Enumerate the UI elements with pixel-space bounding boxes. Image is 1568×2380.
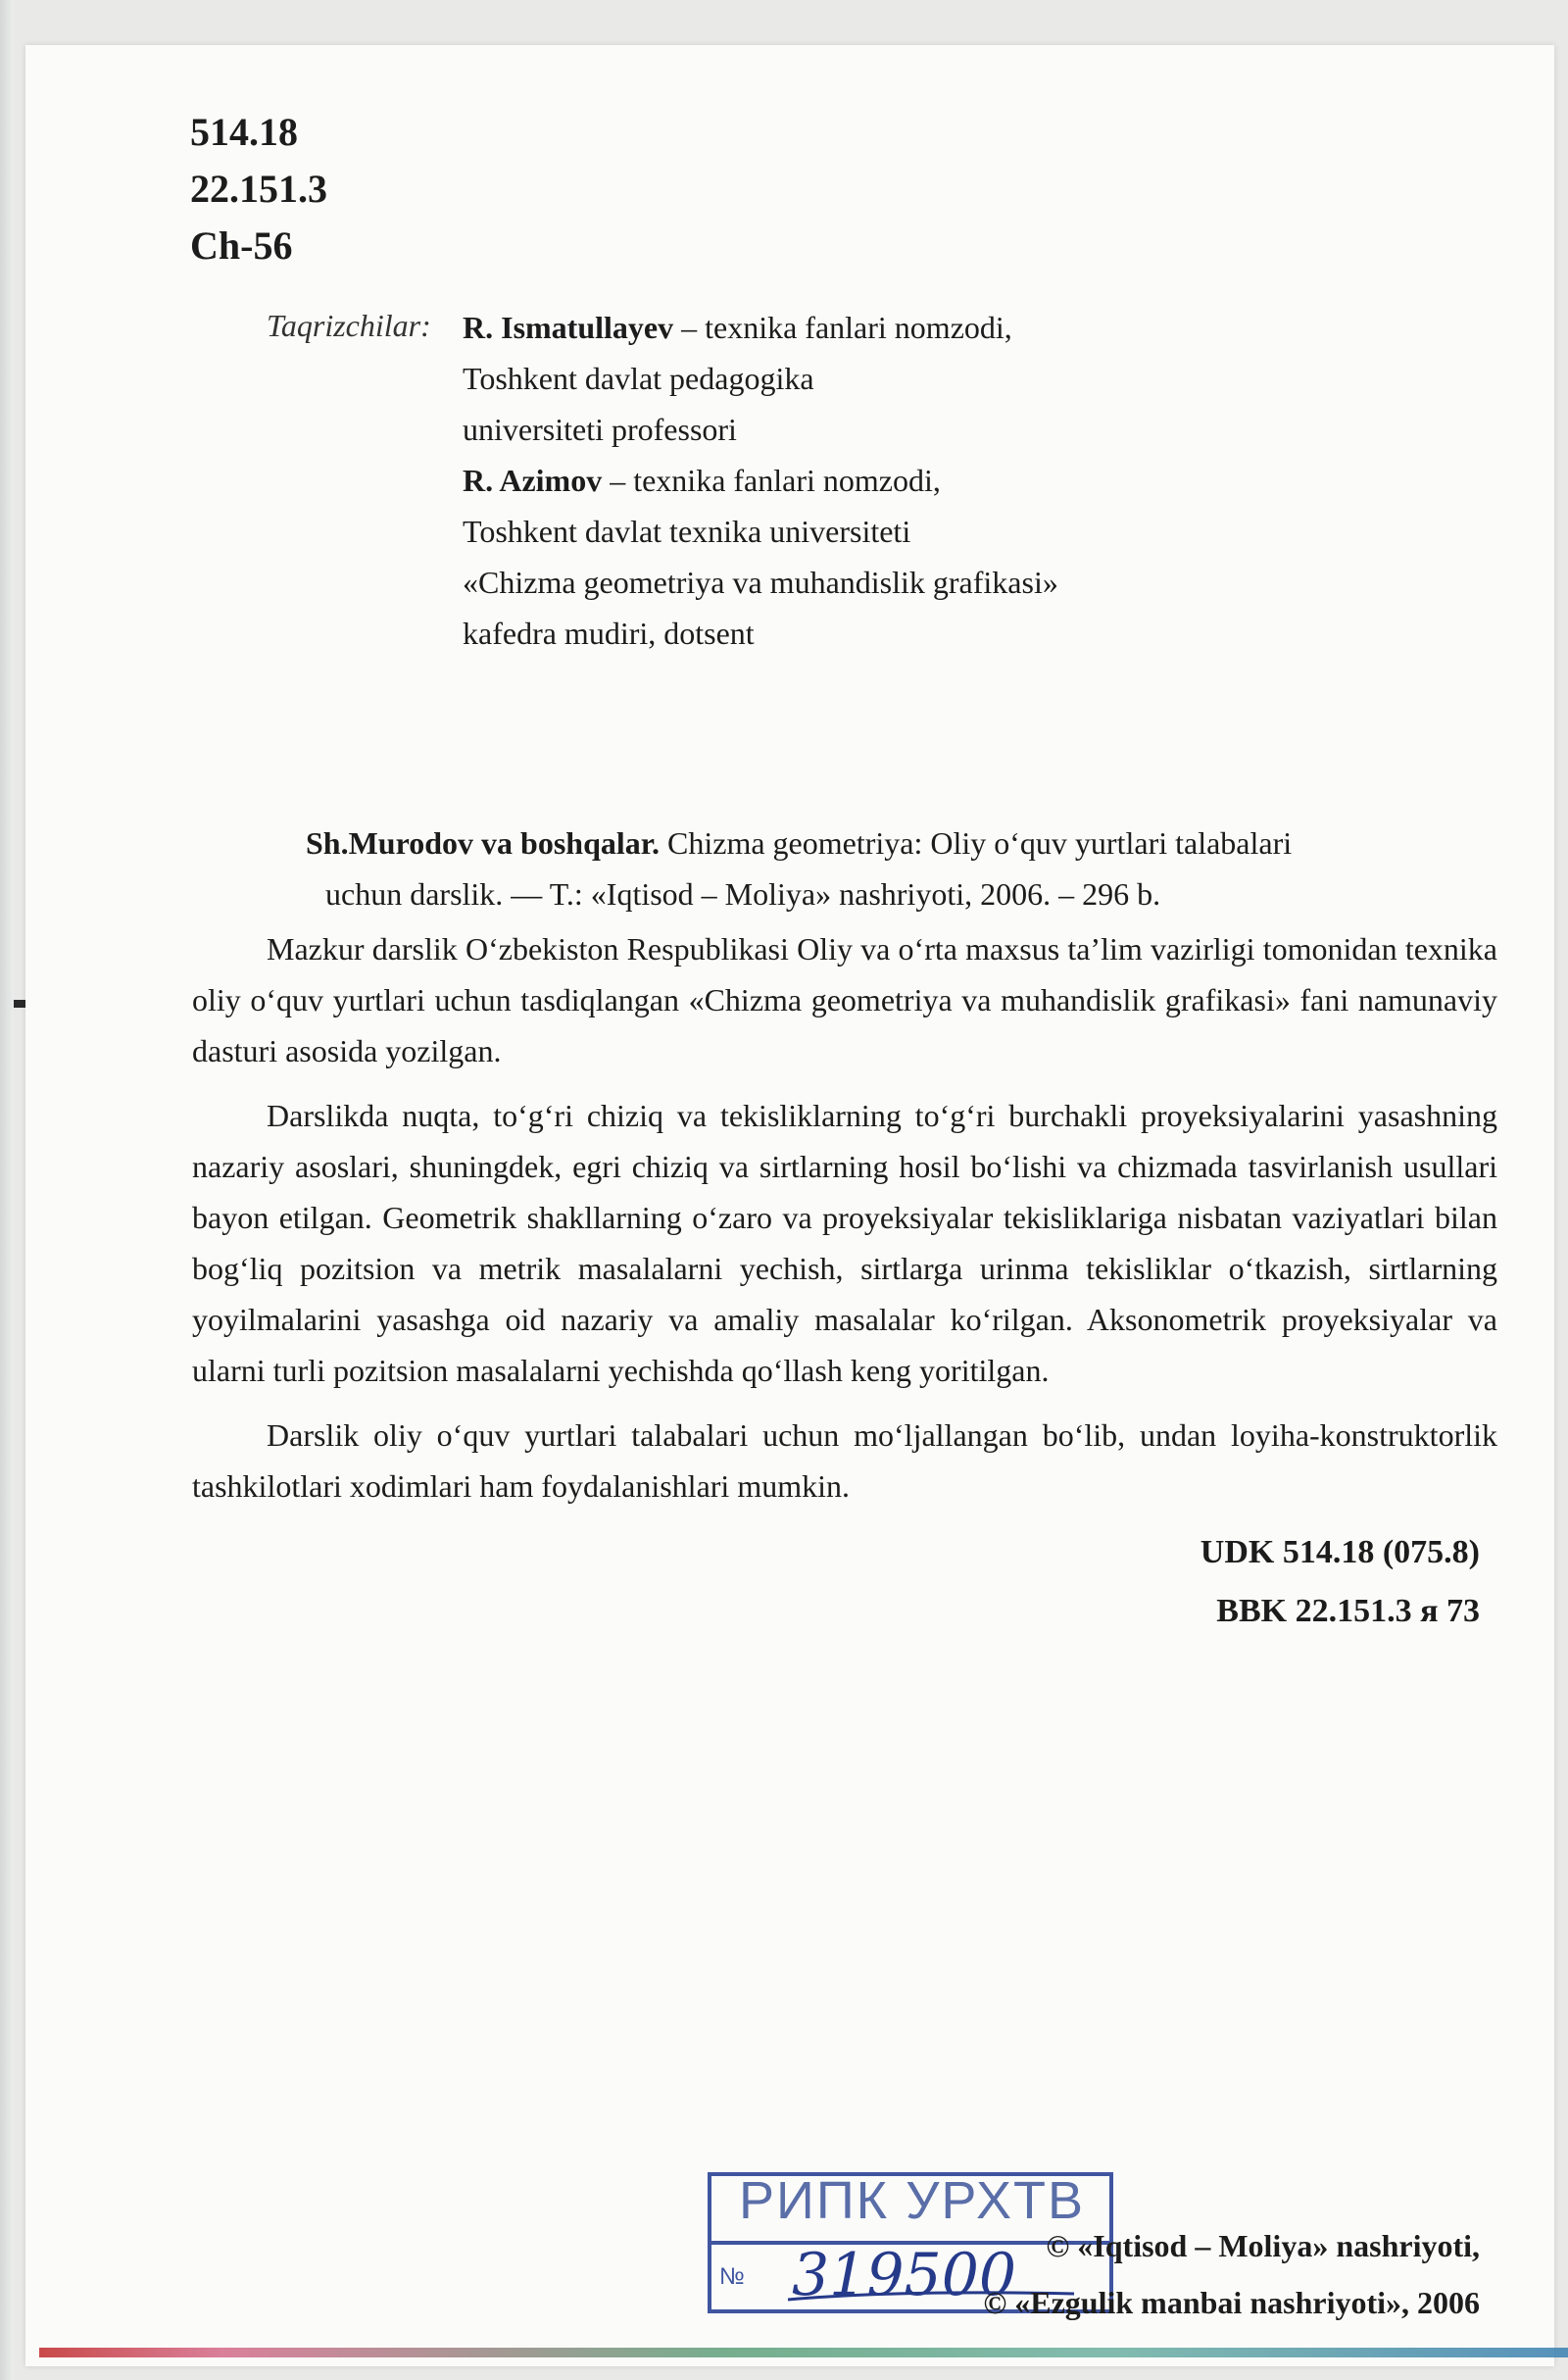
udk-code: UDK 514.18 (075.8) xyxy=(1200,1534,1480,1570)
reviewer-line: kafedra mudiri, dotsent xyxy=(463,616,755,651)
reviewer-line: Toshkent davlat pedagogika xyxy=(463,361,814,396)
citation-title: Chizma geometriya: Oliy o‘quv yurtlari talabalari xyxy=(660,825,1293,861)
stamp-title: РИПК УРХТВ xyxy=(739,2171,1086,2230)
copyright-line: © «Ezgulik manbai nashriyoti», 2006 xyxy=(983,2285,1480,2320)
paragraph: Darslik oliy o‘quv yurtlari talabalari uchun mo‘ljallangan bo‘lib, undan loyiha-konstruktorlik tashkilotlari xodimlari ham foydalanishlari mumkin. xyxy=(192,1417,1497,1504)
classification-codes xyxy=(190,104,327,274)
reviewer-line xyxy=(463,455,1058,506)
reviewer-title: – texnika fanlari nomzodi, xyxy=(673,310,1012,345)
classification-code: 22.151.3 xyxy=(190,167,327,211)
reviewer-title: – texnika fanlari nomzodi, xyxy=(602,463,941,498)
scan-left-edge xyxy=(0,0,14,2380)
copyright-line: © «Iqtisod – Moliya» nashriyoti, xyxy=(1046,2228,1480,2263)
book-page xyxy=(25,45,1554,2366)
classification-index xyxy=(1200,1523,1480,1641)
svg-text:№: № xyxy=(719,2263,745,2290)
bibliographic-citation xyxy=(306,818,1462,919)
reviewer-line xyxy=(463,302,1058,353)
classification-code: Ch-56 xyxy=(190,223,293,268)
reviewer-name: R. Azimov xyxy=(463,463,603,498)
paragraph: Mazkur darslik O‘zbekiston Respublikasi Oliy va o‘rta maxsus ta’lim vazirligi tomonidan texnika oliy o‘quv yurtlari uchun tasdiqlangan «Chizma geometriya va muhandislik grafikasi» fani namunaviy dasturi asosida yozilgan. xyxy=(192,931,1497,1068)
reviewer-name: R. Ismatullayev xyxy=(463,310,674,345)
copyright-block xyxy=(983,2217,1480,2331)
classification-code: 514.18 xyxy=(190,110,298,154)
citation-author: Sh.Murodov va boshqalar. xyxy=(306,825,661,861)
citation-line xyxy=(306,818,1462,868)
reviewer-line: Toshkent davlat texnika universiteti xyxy=(463,514,911,549)
reviewers-label: Taqrizchilar: xyxy=(267,308,431,343)
reviewer-line: «Chizma geometriya va muhandislik grafikasi» xyxy=(463,565,1058,600)
scan-bottom-edge xyxy=(39,2348,1568,2357)
reviewer-line: universiteti professori xyxy=(463,412,737,447)
paragraph: Darslikda nuqta, to‘g‘ri chiziq va tekisliklarning to‘g‘ri burchakli proyeksiyalarini yasashning nazariy asoslari, shuningdek, egri chiziq va sirtlarning hosil bo‘lishi va chizmada tasvirlanish usullari bayon etilgan. Geometrik shakllarning o‘zaro va proyeksiyalar tekisliklariga nisbatan vaziyatlari bilan bog‘liq pozitsion va metrik masalalarni yechish, sirtlarga urinma tekisliklar o‘tkazish, sirtlarning yoyilmalarini yasashga oid nazariy va amaliy masalalar ko‘rilgan. Aksonometrik proyeksiyalar va ularni turli pozitsion masalalarni yechishda qo‘llash keng yoritilgan. xyxy=(192,1098,1497,1388)
bbk-code: BBK 22.151.3 я 73 xyxy=(1216,1593,1480,1629)
stamp-inventory-number: 319500 xyxy=(792,2241,1017,2309)
citation-line: uchun darslik. — T.: «Iqtisod – Moliya» nashriyoti, 2006. – 296 b. xyxy=(325,876,1161,912)
reviewers-list xyxy=(463,302,1058,659)
annotation-text xyxy=(192,923,1497,1525)
